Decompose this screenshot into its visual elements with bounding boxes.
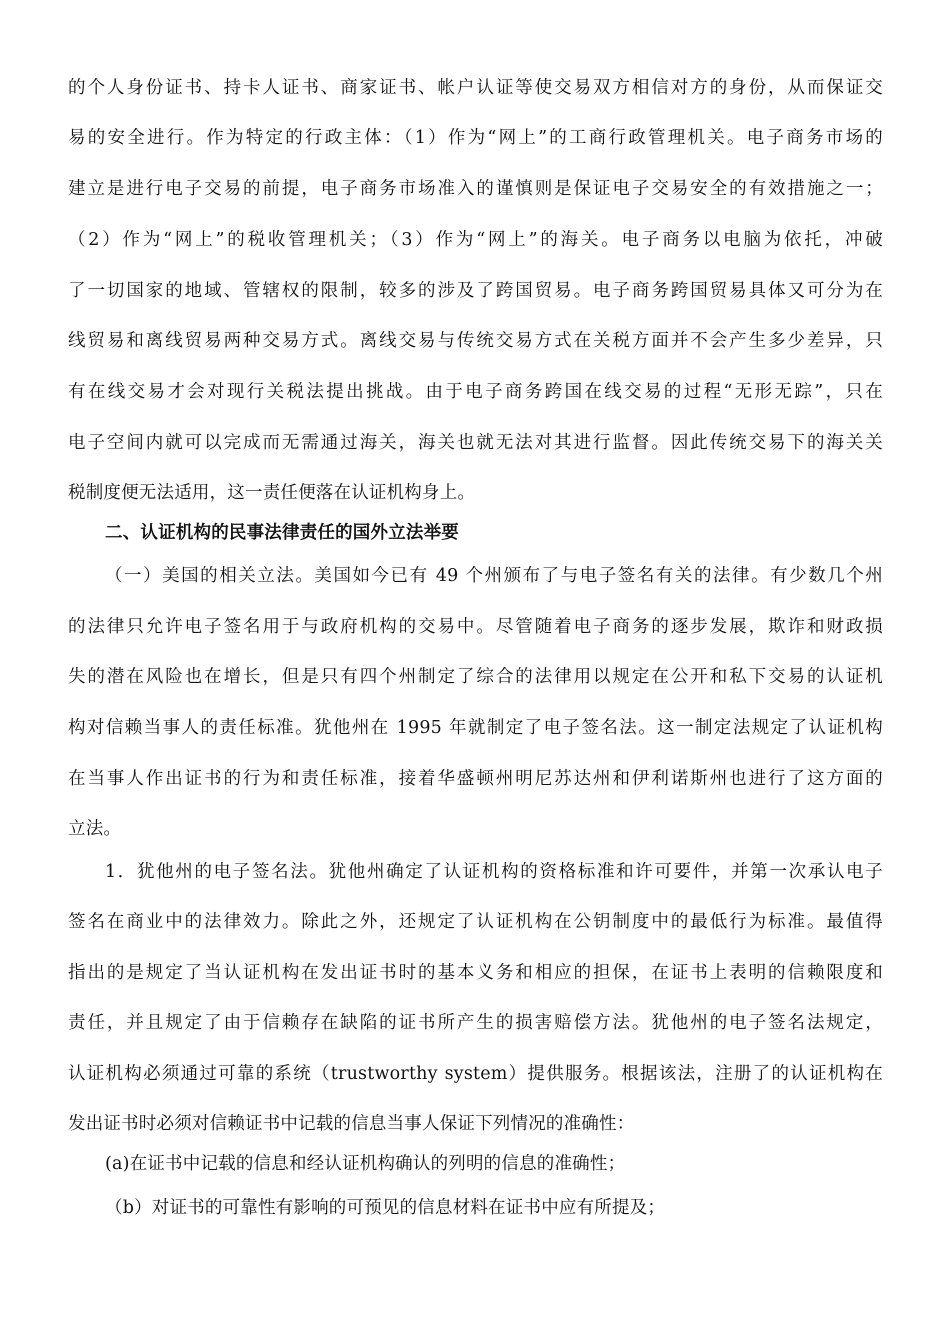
body-text-line: 线贸易和离线贸易两种交易方式。离线交易与传统交易方式在关税方面并不会产生多少差异，只: [68, 331, 883, 351]
body-text-line: 建立是进行电子交易的前提，电子商务市场准入的谨慎则是保证电子交易安全的有效措施之一；: [68, 179, 883, 199]
paragraph-first-line: （一）美国的相关立法。美国如今已有 49 个州颁布了与电子签名有关的法律。有少数几个州: [105, 566, 883, 586]
body-text-line: 有在线交易才会对现行关税法提出挑战。由于电子商务跨国在线交易的过程“无形无踪”，只在: [68, 382, 883, 402]
body-text-line: 指出的是规定了当认证机构在发出证书时的基本义务和相应的担保，在证书上表明的信赖限度和: [68, 963, 883, 983]
body-text-line: 签名在商业中的法律效力。除此之外，还规定了认证机构在公钥制度中的最低行为标准。最值得: [68, 912, 883, 932]
list-item-b: （b）对证书的可靠性有影响的可预见的信息材料在证书中应有所提及；: [105, 1198, 666, 1218]
body-text-line: 立法。: [68, 819, 122, 839]
body-text-line: 了一切国家的地域、管辖权的限制，较多的涉及了跨国贸易。电子商务跨国贸易具体又可分为在: [68, 281, 883, 301]
body-text-line: 的个人身份证书、持卡人证书、商家证书、帐户认证等使交易双方相信对方的身份，从而保证交: [68, 78, 883, 98]
section-heading: 二、认证机构的民事法律责任的国外立法举要: [105, 523, 459, 543]
body-text-line: 的法律只允许电子签名用于与政府机构的交易中。尽管随着电子商务的逐步发展，欺诈和财政损: [68, 617, 883, 637]
body-text-line: 易的安全进行。作为特定的行政主体：（1）作为“网上”的工商行政管理机关。电子商务市场的: [68, 128, 883, 148]
body-text-line: （2）作为“网上”的税收管理机关；（3）作为“网上”的海关。电子商务以电脑为依托，冲破: [68, 230, 883, 250]
body-text-line: 构对信赖当事人的责任标准。犹他州在 1995 年就制定了电子签名法。这一制定法规定了认证机构: [68, 718, 883, 738]
body-text-line: 认证机构必须通过可靠的系统（trustworthy system）提供服务。根据该法，注册了的认证机构在: [68, 1064, 883, 1084]
body-text-line: 税制度便无法适用，这一责任便落在认证机构身上。: [68, 483, 476, 503]
list-item-a: (a)在证书中记载的信息和经认证机构确认的列明的信息的准确性；: [105, 1154, 626, 1174]
body-text-line: 失的潜在风险也在增长，但是只有四个州制定了综合的法律用以规定在公开和私下交易的认证机: [68, 667, 883, 687]
body-text-line: 责任，并且规定了由于信赖存在缺陷的证书所产生的损害赔偿方法。犹他州的电子签名法规定，: [68, 1013, 883, 1033]
paragraph-first-line: 1．犹他州的电子签名法。犹他州确定了认证机构的资格标准和许可要件，并第一次承认电子: [105, 862, 883, 882]
body-text-line: 在当事人作出证书的行为和责任标准，接着华盛顿州明尼苏达州和伊利诺斯州也进行了这方面的: [68, 769, 883, 789]
body-text-line: 电子空间内就可以完成而无需通过海关，海关也就无法对其进行监督。因此传统交易下的海关关: [68, 433, 883, 453]
body-text-line: 发出证书时必须对信赖证书中记载的信息当事人保证下列情况的准确性：: [68, 1114, 635, 1134]
